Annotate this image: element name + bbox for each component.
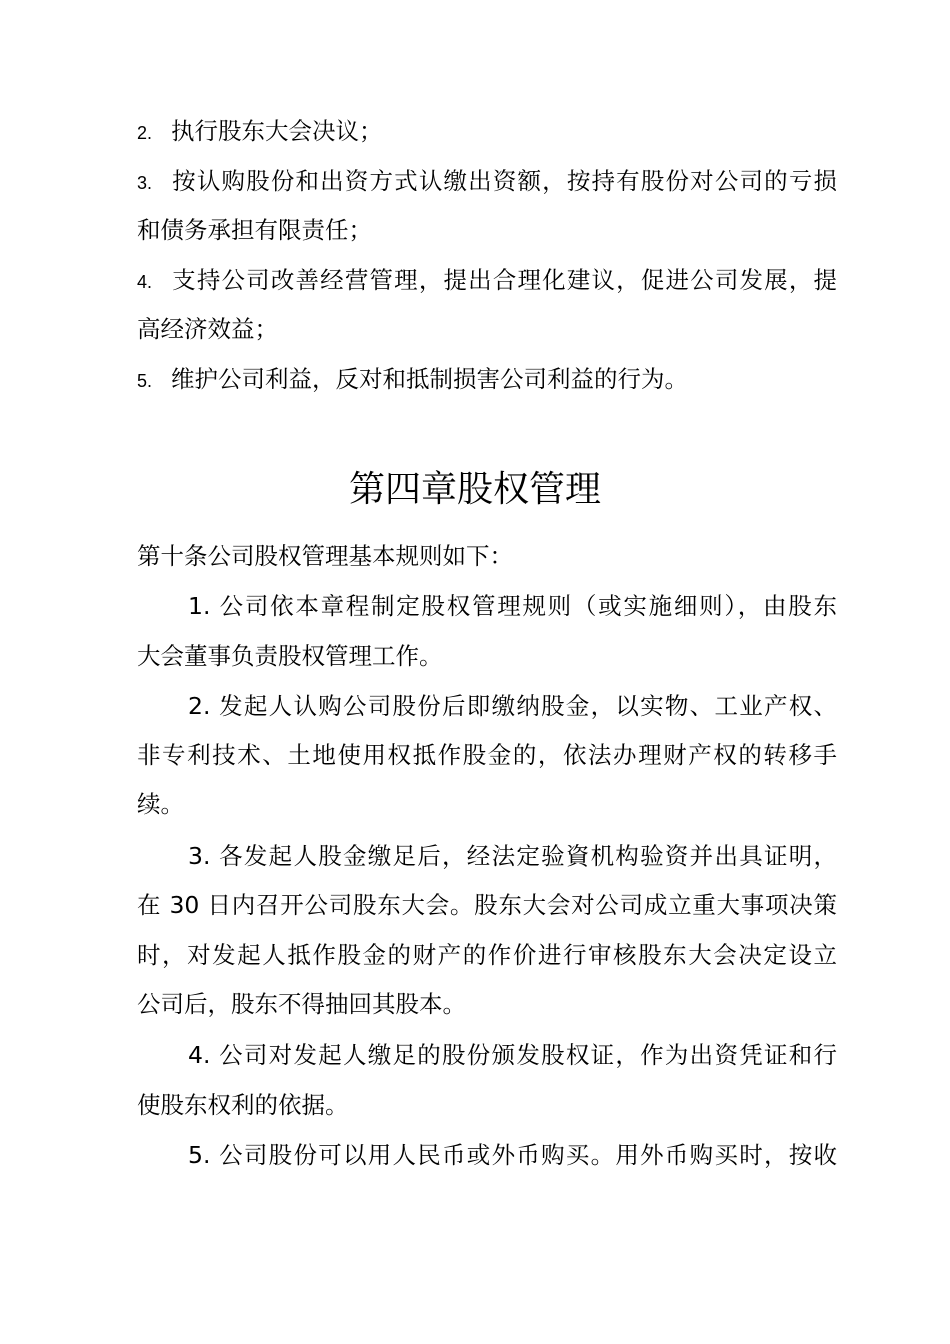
rule-2-line-3: 续。 [137,790,184,818]
rule-2-line-1: 2. 发起人认购公司股份后即缴纳股金，以实物、工业产权、 [188,692,837,720]
duty-text: 支持公司改善经营管理，提出合理化建议，促进公司发展，提 [171,266,837,294]
rule-4-line-2: 使股东权利的依据。 [137,1091,349,1119]
duty-text: 高经济效益； [137,315,278,343]
rule-2-line-2: 非专利技术、土地使用权抵作股金的，依法办理财产权的转移手 [137,741,837,769]
rule-3-line-2: 在 30 日内召开公司股东大会。股东大会对公司成立重大事项决策 [137,891,837,919]
duty-number: 3. [137,173,153,193]
duty-item-2 [137,116,837,148]
duty-item-4-continued [137,314,837,344]
rule-5-line-1: 5. 公司股份可以用人民币或外币购买。用外币购买时，按收 [188,1141,837,1169]
duty-item-4 [137,265,837,297]
duty-text: 执行股东大会决议； [171,117,383,145]
duty-text: 按认购股份和出资方式认缴出资额，按持有股份对公司的亏损 [171,167,837,195]
duty-text: 和债务承担有限责任； [137,216,372,244]
duty-item-3 [137,166,837,198]
rule-1-line-1: 1. 公司依本章程制定股权管理规则（或实施细则），由股东 [188,592,837,620]
rule-3-line-3: 时，对发起人抵作股金的财产的作价进行审核股东大会决定设立 [137,941,837,969]
article-intro: 第十条公司股权管理基本规则如下： [137,542,513,570]
rule-3-line-4: 公司后，股东不得抽回其股本。 [137,990,466,1018]
duty-number: 2. [137,123,153,143]
duty-text: 维护公司利益，反对和抵制损害公司利益的行为。 [171,365,688,393]
rule-4-line-1: 4. 公司对发起人缴足的股份颁发股权证，作为出资凭证和行 [188,1041,837,1069]
duty-item-3-continued [137,215,837,245]
duty-number: 4. [137,272,153,292]
rule-3-line-1: 3. 各发起人股金缴足后，经法定验資机构验资并出具证明， [188,842,837,870]
rule-1-line-2: 大会董事负责股权管理工作。 [137,642,443,670]
duty-number: 5. [137,371,153,391]
chapter-title: 第四章股权管理 [348,469,601,510]
duty-item-5 [137,364,837,396]
